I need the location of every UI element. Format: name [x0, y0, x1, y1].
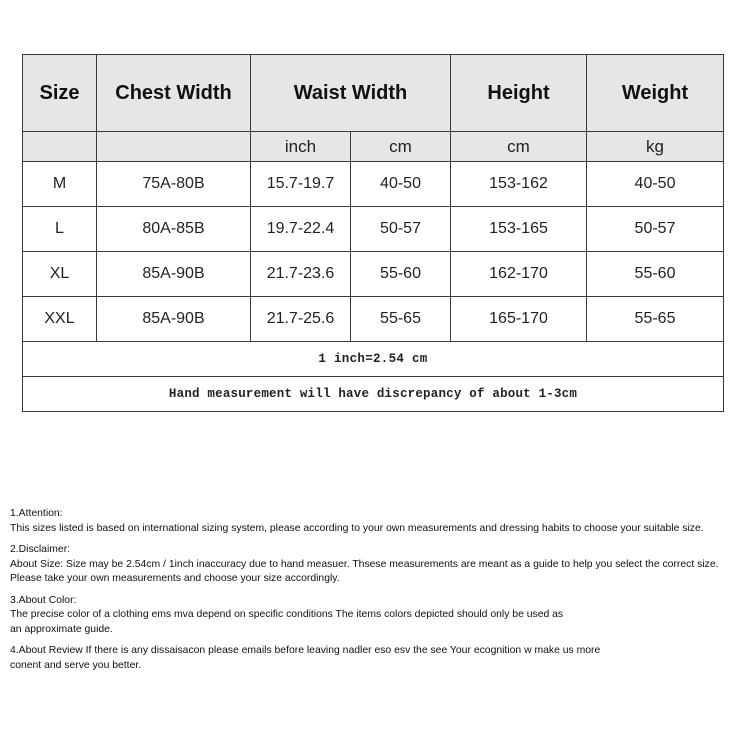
note-text: The precise color of a clothing ems mva depend on specific conditions The items colors depicted should only be used as [10, 609, 564, 620]
note-title: 2.Disclaimer: [10, 544, 71, 555]
unit-waist-inch: inch [251, 132, 351, 162]
cell-size: M [23, 162, 97, 207]
size-chart-table [22, 54, 724, 412]
discrepancy-note: Hand measurement will have discrepancy of about 1-3cm [23, 377, 724, 412]
header-size: Size [23, 55, 97, 132]
cell-waist-cm: 55-60 [351, 252, 451, 297]
cell-waist-inch: 21.7-25.6 [251, 297, 351, 342]
note-text: 4.About Review If there is any dissaisacon please emails before leaving nadler eso esv the see Your ecognition w make us more [10, 645, 601, 656]
unit-weight: kg [587, 132, 724, 162]
note-text: About Size: Size may be 2.54cm / 1inch inaccuracy due to hand measuer. Thsese measurements are meant as a guide to help you select the correct size. [10, 558, 719, 570]
note-title: 1.Attention: [10, 508, 63, 519]
unit-row [23, 132, 724, 162]
cell-weight: 55-65 [587, 297, 724, 342]
note-text: Please take your own measurements and choose your size accordingly. [10, 573, 340, 584]
cell-size: XL [23, 252, 97, 297]
conversion-note: 1 inch=2.54 cm [23, 342, 724, 377]
cell-waist-cm: 55-65 [351, 297, 451, 342]
header-height: Height [451, 55, 587, 132]
cell-height: 153-165 [451, 207, 587, 252]
cell-size: XXL [23, 297, 97, 342]
cell-chest: 85A-90B [97, 252, 251, 297]
note-text: This sizes listed is based on international sizing system, please according to your own measurements and dressing habits to choose your suitable size. [10, 522, 704, 534]
header-chest-width: Chest Width [97, 55, 251, 132]
conversion-note-row [23, 342, 724, 377]
cell-waist-inch: 21.7-23.6 [251, 252, 351, 297]
table-row [23, 162, 724, 207]
note-attention [10, 507, 750, 536]
cell-height: 162-170 [451, 252, 587, 297]
size-notes [10, 507, 750, 680]
header-waist-width: Waist Width [251, 55, 451, 132]
cell-weight: 55-60 [587, 252, 724, 297]
unit-waist-cm: cm [351, 132, 451, 162]
discrepancy-note-row [23, 377, 724, 412]
table-row [23, 297, 724, 342]
note-text: conent and serve you better. [10, 659, 142, 671]
cell-height: 153-162 [451, 162, 587, 207]
cell-chest: 75A-80B [97, 162, 251, 207]
cell-waist-cm: 50-57 [351, 207, 451, 252]
unit-chest [97, 132, 251, 162]
unit-size [23, 132, 97, 162]
header-weight: Weight [587, 55, 724, 132]
note-disclaimer [10, 543, 750, 587]
cell-waist-cm: 40-50 [351, 162, 451, 207]
note-title: 3.About Color: [10, 594, 77, 606]
note-about-color [10, 594, 750, 638]
cell-waist-inch: 19.7-22.4 [251, 207, 351, 252]
cell-weight: 40-50 [587, 162, 724, 207]
note-text: an approximate guide. [10, 623, 113, 635]
header-row [23, 55, 724, 132]
note-about-review [10, 644, 750, 673]
table-row [23, 207, 724, 252]
cell-waist-inch: 15.7-19.7 [251, 162, 351, 207]
cell-weight: 50-57 [587, 207, 724, 252]
table-row [23, 252, 724, 297]
cell-size: L [23, 207, 97, 252]
cell-chest: 80A-85B [97, 207, 251, 252]
cell-height: 165-170 [451, 297, 587, 342]
unit-height: cm [451, 132, 587, 162]
cell-chest: 85A-90B [97, 297, 251, 342]
